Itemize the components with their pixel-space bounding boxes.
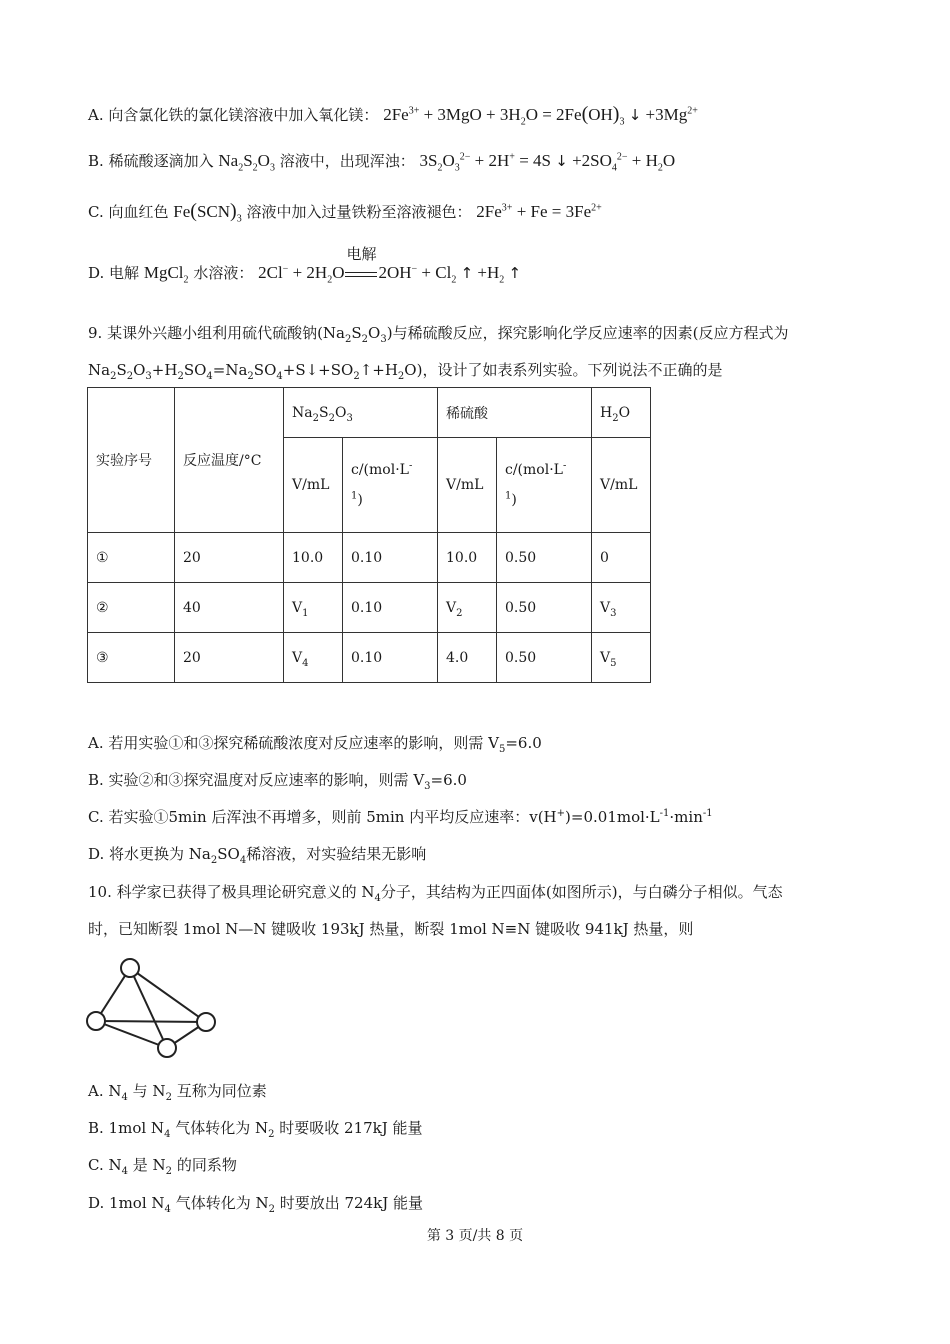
q10-option-b: B. 1mol $N_4$ 气体转化为 $N_2$ 时要吸收 217kJ 能量 [88,1119,423,1140]
table-row: ③ 20 $V_4$ 0.10 4.0 0.50 $V_5$ [88,633,651,683]
q9-option-d: D. 将水更换为 $Na_2SO_4$稀溶液，对实验结果无影响 [88,845,427,866]
header-acid: 稀硫酸 [438,388,592,438]
q10-stem-line2: 时，已知断裂 1mol N—N 键吸收 193kJ 热量，断裂 1mol N≡N 键吸收 941kJ 热量，则 [88,920,694,938]
q10-option-d: D. 1mol $N_4$ 气体转化为 $N_2$ 时要放出 724kJ 能量 [88,1194,424,1215]
q9-option-b: B. 实验②和③探究温度对反应速率的影响，则需 $V_3=6.0$ [88,771,467,792]
equation: $2Fe^{3+} + Fe = 3Fe^{2+}$ [476,202,602,221]
q8-option-c: C. 向血红色 $Fe(SCN)_3$ 溶液中加入过量铁粉至溶液褪色： $2Fe^{3+} + Fe = 3Fe^{2+}$ [88,200,602,225]
page-footer: 第 3 页/共 8 页 [426,1228,524,1244]
equation: $2Fe^{3+} + 3MgO + 3H_2O = 2Fe(OH)_3$ ↓ $+3Mg^{2+}$ [383,103,698,128]
q9-option-c: C. 若实验①5min 后浑浊不再增多，则前 5min 内平均反应速率：$v(H^+)=0.01mol\cdot L^{-1}\cdot\min^{-1}$ [88,808,713,826]
header-temp: 反应温度/°C [175,388,284,533]
header-conc: c/(mol·L- $^1$) [497,438,592,533]
q10-stem-line1: 10. 科学家已获得了极具理论研究意义的 $N_4$分子，其结构为正四面体(如图所示)，与白磷分子相似。气态 [88,883,783,904]
header-vol: V/mL [592,438,651,533]
header-seq: 实验序号 [88,388,175,533]
n4-tetrahedron-diagram [80,955,225,1065]
header-conc: c/(mol·L- $^1$) [343,438,438,533]
table-row: ① 20 10.0 0.10 10.0 0.50 0 [88,533,651,583]
header-vol: V/mL [438,438,497,533]
n-atom-node [121,959,139,977]
n-atom-node [197,1013,215,1031]
q8-option-b: B. 稀硫酸逐滴加入 $Na_2S_2O_3$ 溶液中，出现浑浊： $3S_2O_3^{2-} + 2H^+ = 4S$ ↓ $+2SO_4^{2-} + H_2O$ [88,151,676,174]
q8-option-a: A. 向含氯化铁的氯化镁溶液中加入氧化镁： $2Fe^{3+} + 3MgO + 3H_2O = 2Fe(OH)_3$ ↓ $+3Mg^{2+}$ [88,103,698,128]
header-water: $H_2O$ [592,388,651,438]
header-na2s2o3: $Na_2S_2O_3$ [284,388,438,438]
q9-option-a: A. 若用实验①和③探究稀硫酸浓度对反应速率的影响，则需 $V_5=6.0$ [88,734,542,755]
experiment-table [87,387,651,683]
q8-option-d: D. 电解 MgCl$_2$ 水溶液： $2Cl^- + 2H_2O$ 电解 $2OH^- + Cl_2$ ↑ $+H_2$ ↑ [88,247,522,286]
equation: $3S_2O_3^{2-} + 2H^+ = 4S$ ↓ $+2SO_4^{2-} + H_2O$ [419,151,676,174]
equation: $2Cl^- + 2H_2O$ 电解 $2OH^- + Cl_2$ ↑ $+H_2$ ↑ [258,247,522,286]
table-row: ② 40 $V_1$ 0.10 $V_2$ 0.50 $V_3$ [88,583,651,633]
q9-stem-line2: $Na_2S_2O_3+H_2SO_4=Na_2SO_4+S↓+SO_2↑+H_2O$)，设计了如表系列实验。下列说法不正确的是 [88,361,723,382]
n-atom-node [158,1039,176,1057]
q10-option-a: A. $N_4$ 与 $N_2$ 互称为同位素 [88,1082,267,1103]
q10-option-c: C. $N_4$ 是 $N_2$ 的同系物 [88,1156,237,1177]
n-atom-node [87,1012,105,1030]
q9-stem-line1: 9. 某课外兴趣小组利用硫代硫酸钠$(Na_2S_2O_3)$与稀硫酸反应，探究影响化学反应速率的因素(反应方程式为 [88,324,789,345]
header-vol: V/mL [284,438,343,533]
